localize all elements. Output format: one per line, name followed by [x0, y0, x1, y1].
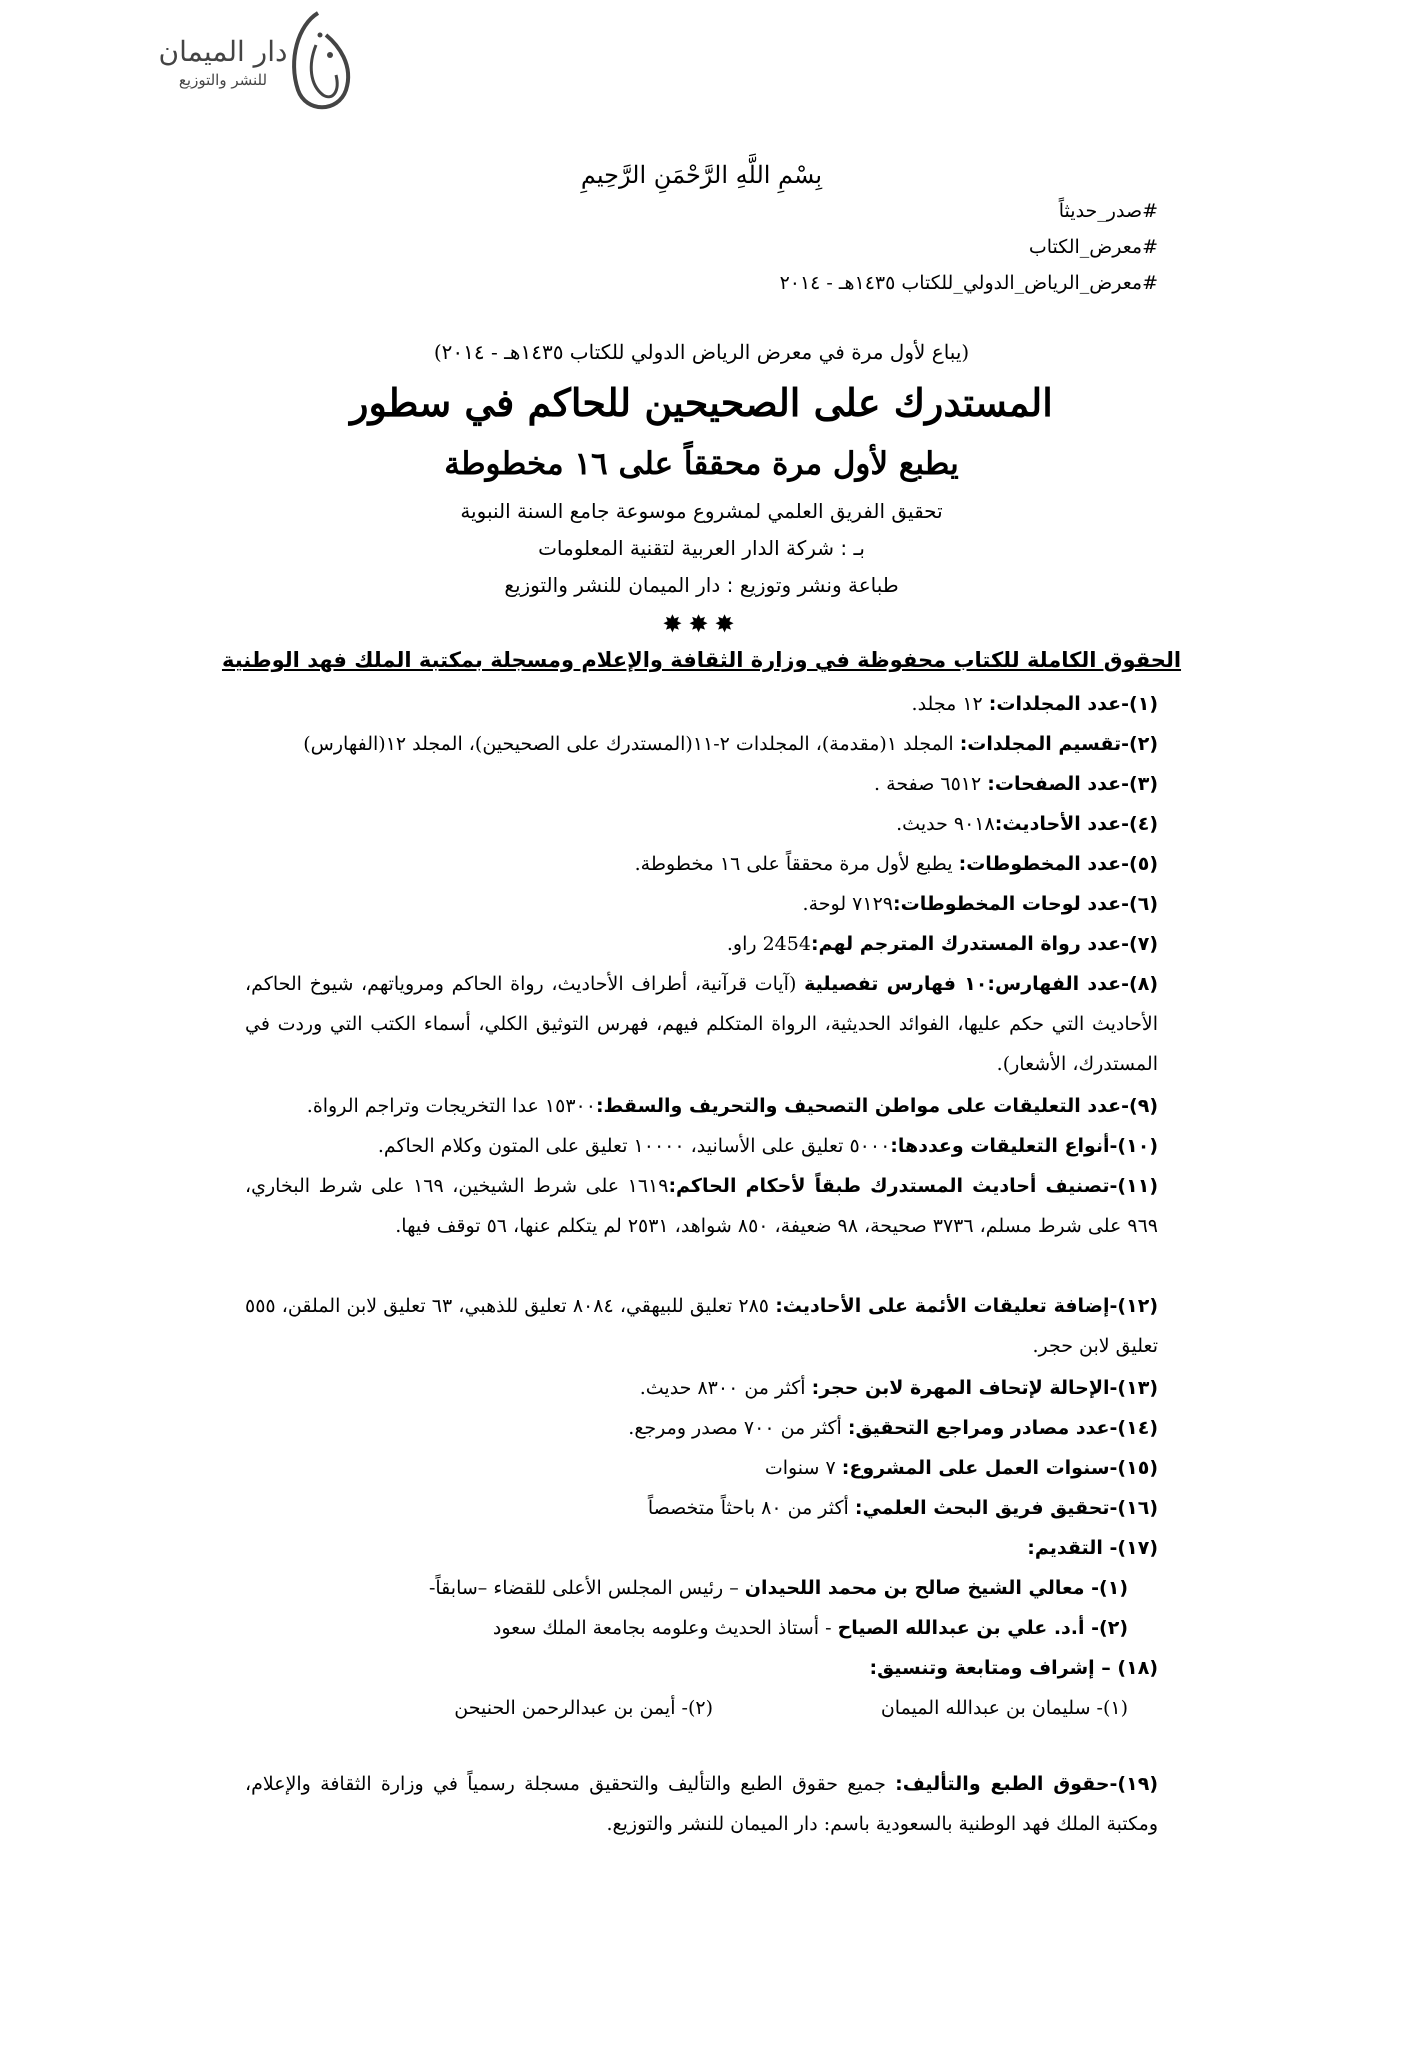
item-text: (آيات قرآنية، أطراف الأحاديث، رواة الحاكم ومروياتهم، شيوخ الحاكم، الأحاديث التي حكم عليها، الفوائد الحديثية، الرواة المتكلم فيهم، فهرس التوثيق الكلي، أسماء الكتب التي وردت في المستدرك، الأشعار). [245, 973, 1158, 1075]
item-text: المجلد ١(مقدمة)، المجلدات ٢-١١(المستدرك على الصحيحين)، المجلد ١٢(الفهارس) [303, 733, 960, 755]
introducer [493, 1608, 1128, 1648]
info-item [245, 1448, 1158, 1488]
item-text: أكثر من ٧٠٠ مصدر ومرجع. [628, 1417, 848, 1439]
info-item [245, 844, 1158, 884]
credit-research: تحقيق الفريق العلمي لمشروع موسوعة جامع السنة النبوية [460, 499, 943, 523]
info-item [245, 1528, 1158, 1568]
info-item [245, 684, 1158, 724]
supervisor: (١)- سليمان بن عبدالله الميمان [880, 1697, 1128, 1719]
item-text: يطبع لأول مرة محققاً على ١٦ مخطوطة. [634, 853, 959, 875]
copyright-text: جميع حقوق الطبع والتأليف والتحقيق مسجلة رسمياً في وزارة الثقافة والإعلام، ومكتبة الملك فهد الوطنية بالسعودية باسم: دار الميمان للنشر والتوزيع. [245, 1773, 1158, 1835]
introducer-role: - أستاذ الحديث وعلومه بجامعة الملك سعود [492, 1617, 838, 1639]
copyright-item [245, 1764, 1158, 1844]
info-item [245, 884, 1158, 924]
item-label: (١٣)-الإحالة لإتحاف المهرة لابن حجر: [811, 1377, 1158, 1399]
stars-divider: ✸✸✸ [662, 610, 741, 638]
item-text: ٩٠١٨ حديث. [896, 813, 995, 835]
info-item [245, 1086, 1158, 1126]
rights-text: الحقوق الكاملة للكتاب محفوظة في وزارة الثقافة والإعلام ومسجلة بمكتبة الملك فهد الوطنية [221, 648, 1182, 672]
info-item [245, 1166, 1158, 1246]
supervision-heading [870, 1648, 1159, 1688]
item-label: (١٢)-إضافة تعليقات الأئمة على الأحاديث: [775, 1295, 1158, 1317]
item-label: (٧)-عدد رواة المستدرك المترجم لهم: [810, 933, 1158, 955]
info-item [245, 1286, 1158, 1366]
basmala: بِسْمِ اللَّهِ الرَّحْمَنِ الرَّحِيمِ [580, 161, 823, 189]
item-text: 2454 راو. [726, 933, 811, 955]
info-item [245, 764, 1158, 804]
item-text: ٧ سنوات [764, 1457, 842, 1479]
info-item [245, 804, 1158, 844]
item-label: (٢)-تقسيم المجلدات: [959, 733, 1158, 755]
item-text: ٦٥١٢ صفحة . [874, 773, 988, 795]
copyright-label: (١٩)-حقوق الطبع والتأليف: [895, 1773, 1159, 1795]
info-item [245, 924, 1158, 964]
info-item [245, 964, 1158, 1084]
introducer-name: (١)- معالي الشيخ صالح بن محمد اللحيدان [744, 1577, 1128, 1599]
item-text: أكثر من ٨٣٠٠ حديث. [639, 1377, 812, 1399]
introducer-role: – رئيس المجلس الأعلى للقضاء –سابقاً- [428, 1577, 745, 1599]
hashtag: #معرض_الكتاب [1028, 236, 1158, 258]
hashtag: #صدر_حديثاً [1058, 200, 1158, 222]
rights-statement [0, 643, 1403, 677]
item-label: (١٠)-أنواع التعليقات وعددها: [890, 1135, 1158, 1157]
item-text: ٥٠٠٠ تعليق على الأسانيد، ١٠٠٠٠ تعليق على المتون وكلام الحاكم. [377, 1135, 891, 1157]
item-text: ١٦١٩ على شرط الشيخين، ١٦٩ على شرط البخاري، ٩٦٩ على شرط مسلم، ٣٧٣٦ صحيحة، ٩٨ ضعيفة، ٨٥٠ شواهد، ٢٥٣١ لم يتكلم عنها، ٥٦ توقف فيها. [245, 1175, 1158, 1237]
item-label: (٨)-عدد الفهارس:١٠ فهارس تفصيلية [804, 973, 1158, 995]
introducer-name: (٢)- أ.د. علي بن عبدالله الصياح [837, 1617, 1128, 1639]
supervision-label: (١٨) – إشراف ومتابعة وتنسيق: [869, 1657, 1158, 1679]
info-item [245, 1368, 1158, 1408]
sale-note: (يباع لأول مرة في معرض الرياض الدولي للكتاب ١٤٣٥هـ - ٢٠١٤) [433, 340, 970, 364]
book-subtitle: يطبع لأول مرة محققاً على ١٦ مخطوطة [444, 446, 959, 482]
info-item [245, 1408, 1158, 1448]
item-label: (٩)-عدد التعليقات على مواطن التصحيف والتحريف والسقط: [595, 1095, 1158, 1117]
item-text: ١٢ مجلد. [911, 693, 989, 715]
hashtag: #معرض_الرياض_الدولي_للكتاب ١٤٣٥هـ - ٢٠١٤ [779, 272, 1158, 294]
item-label: (١٥)-سنوات العمل على المشروع: [841, 1457, 1158, 1479]
item-label: (١)-عدد المجلدات: [988, 693, 1158, 715]
item-label: (١١)-تصنيف أحاديث المستدرك طبقاً لأحكام الحاكم: [668, 1175, 1158, 1197]
publisher-name: دار الميمان [158, 35, 288, 68]
item-text: ١٥٣٠٠ عدا التخريجات وتراجم الرواة. [306, 1095, 596, 1117]
item-label: (٣)-عدد الصفحات: [987, 773, 1158, 795]
info-item [245, 724, 1158, 764]
item-label: (١٦)-تحقيق فريق البحث العلمي: [854, 1497, 1158, 1519]
item-label: (١٧)- التقديم: [1027, 1537, 1158, 1559]
credit-publisher: طباعة ونشر وتوزيع : دار الميمان للنشر والتوزيع [504, 573, 899, 597]
info-item [245, 1488, 1158, 1528]
item-text: ٢٨٥ تعليق للبيهقي، ٨٠٨٤ تعليق للذهبي، ٦٣ تعليق لابن الملقن، ٥٥٥ تعليق لابن حجر. [245, 1295, 1158, 1357]
item-label: (٤)-عدد الأحاديث: [994, 813, 1158, 835]
introducer [429, 1568, 1128, 1608]
supervisor: (٢)- أيمن بن عبدالرحمن الحنيحن [454, 1697, 713, 1719]
item-label: (١٤)-عدد مصادر ومراجع التحقيق: [847, 1417, 1158, 1439]
item-label: (٦)-عدد لوحات المخطوطات: [893, 893, 1158, 915]
publisher-logo [148, 5, 358, 125]
book-title: المستدرك على الصحيحين للحاكم في سطور [350, 380, 1053, 425]
item-label: (٥)-عدد المخطوطات: [958, 853, 1158, 875]
item-text: ٧١٢٩ لوحة. [802, 893, 893, 915]
credit-company: بـ : شركة الدار العربية لتقنية المعلومات [538, 536, 865, 560]
publisher-tagline: للنشر والتوزيع [178, 71, 268, 89]
info-item [245, 1126, 1158, 1166]
item-text: أكثر من ٨٠ باحثاً متخصصاً [647, 1497, 855, 1519]
